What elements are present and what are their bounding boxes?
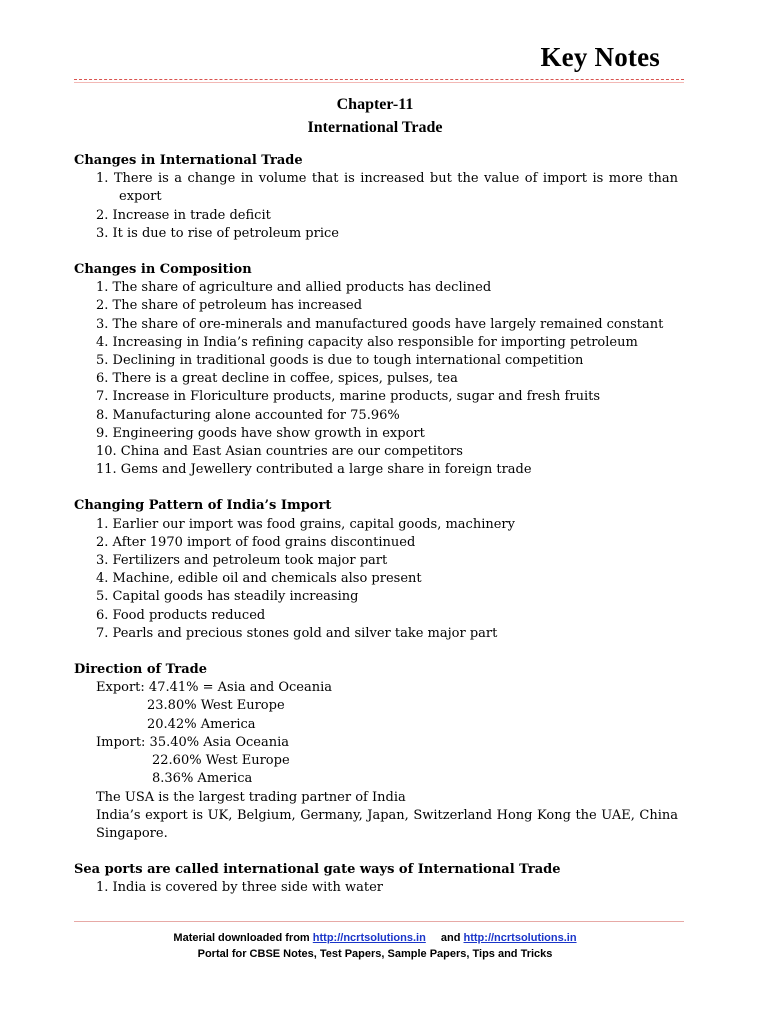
section-heading: Changes in Composition: [74, 262, 252, 278]
chapter-title: International Trade: [307, 119, 443, 136]
list-item: 7. Increase in Floriculture products, marine products, sugar and fresh fruits: [96, 389, 600, 405]
list-item: 4. Machine, edible oil and chemicals also present: [96, 571, 422, 587]
list-item: 1. India is covered by three side with water: [96, 880, 384, 896]
export-share-line: Export: 47.41% = Asia and Oceania: [96, 680, 332, 696]
list-item: 9. Engineering goods have show growth in export: [96, 425, 425, 441]
list-item: 11. Gems and Jewellery contributed a large share in foreign trade: [96, 462, 532, 478]
list-item: 3. Fertilizers and petroleum took major part: [96, 553, 388, 569]
import-share-subline: 8.36% America: [152, 771, 253, 787]
list-item: 5. Declining in traditional goods is due to tough international competition: [96, 353, 584, 369]
list-item: 7. Pearls and precious stones gold and silver take major part: [96, 625, 498, 641]
section-heading: Changes in International Trade: [74, 153, 303, 168]
list-item: 6. There is a great decline in coffee, spices, pulses, tea: [96, 371, 458, 387]
footer-link-1[interactable]: http://ncrtsolutions.in: [312, 932, 426, 944]
section-direction-of-trade: [74, 661, 678, 843]
footer-divider: [74, 921, 684, 922]
document-body: [74, 152, 678, 916]
page-header-title: Key Notes: [540, 42, 660, 72]
trading-partner-note: The USA is the largest trading partner of India: [96, 789, 406, 805]
list-item: 3. It is due to rise of petroleum price: [96, 225, 339, 241]
list-item: 8. Manufacturing alone accounted for 75.96%: [96, 407, 400, 423]
list-item: 6. Food products reduced: [96, 607, 266, 623]
section-changes-in-composition: [74, 261, 678, 479]
import-share-line: Import: 35.40% Asia Oceania: [96, 734, 290, 750]
section-sea-ports: [74, 861, 678, 897]
list-item: 1. There is a change in volume that is increased but the value of import is more than: [96, 171, 678, 187]
list-item-continuation: export: [119, 189, 162, 205]
section-heading: Sea ports are called international gate ways of International Trade: [74, 862, 561, 878]
footer-prefix: Material downloaded from: [173, 932, 310, 944]
page-footer: [0, 930, 750, 962]
section-changes-in-international-trade: [74, 152, 678, 243]
footer-line-2: Portal for CBSE Notes, Test Papers, Sample Papers, Tips and Tricks: [197, 948, 553, 960]
list-item: 1. The share of agriculture and allied products has declined: [96, 280, 492, 296]
footer-line-1: [0, 930, 750, 946]
import-share-subline: 22.60% West Europe: [152, 753, 290, 769]
list-item: 2. Increase in trade deficit: [96, 207, 271, 223]
list-item: 3. The share of ore-minerals and manufactured goods have largely remained constant: [96, 316, 664, 332]
section-changing-pattern-of-import: [74, 497, 678, 643]
footer-link-2[interactable]: http://ncrtsolutions.in: [463, 932, 577, 944]
list-item: 1. Earlier our import was food grains, capital goods, machinery: [96, 516, 515, 532]
list-item: 5. Capital goods has steadily increasing: [96, 589, 359, 605]
export-countries-note: India’s export is UK, Belgium, Germany, Japan, Switzerland Hong Kong the UAE, China Singapore.: [96, 807, 678, 841]
list-item: 2. The share of petroleum has increased: [96, 298, 363, 314]
export-share-subline: 23.80% West Europe: [147, 698, 285, 714]
export-share-subline: 20.42% America: [147, 716, 256, 732]
header-divider-shadow: [74, 82, 684, 83]
section-heading: Direction of Trade: [74, 662, 207, 678]
list-item: 10. China and East Asian countries are our competitors: [96, 444, 463, 460]
footer-and: and: [440, 932, 461, 944]
list-item: 2. After 1970 import of food grains discontinued: [96, 534, 416, 550]
section-heading: Changing Pattern of India’s Import: [74, 498, 332, 514]
header-divider: [74, 79, 684, 80]
list-item: 4. Increasing in India’s refining capacity also responsible for importing petroleum: [96, 334, 638, 350]
chapter-number: Chapter-11: [336, 96, 414, 113]
chapter-heading: [0, 93, 750, 139]
